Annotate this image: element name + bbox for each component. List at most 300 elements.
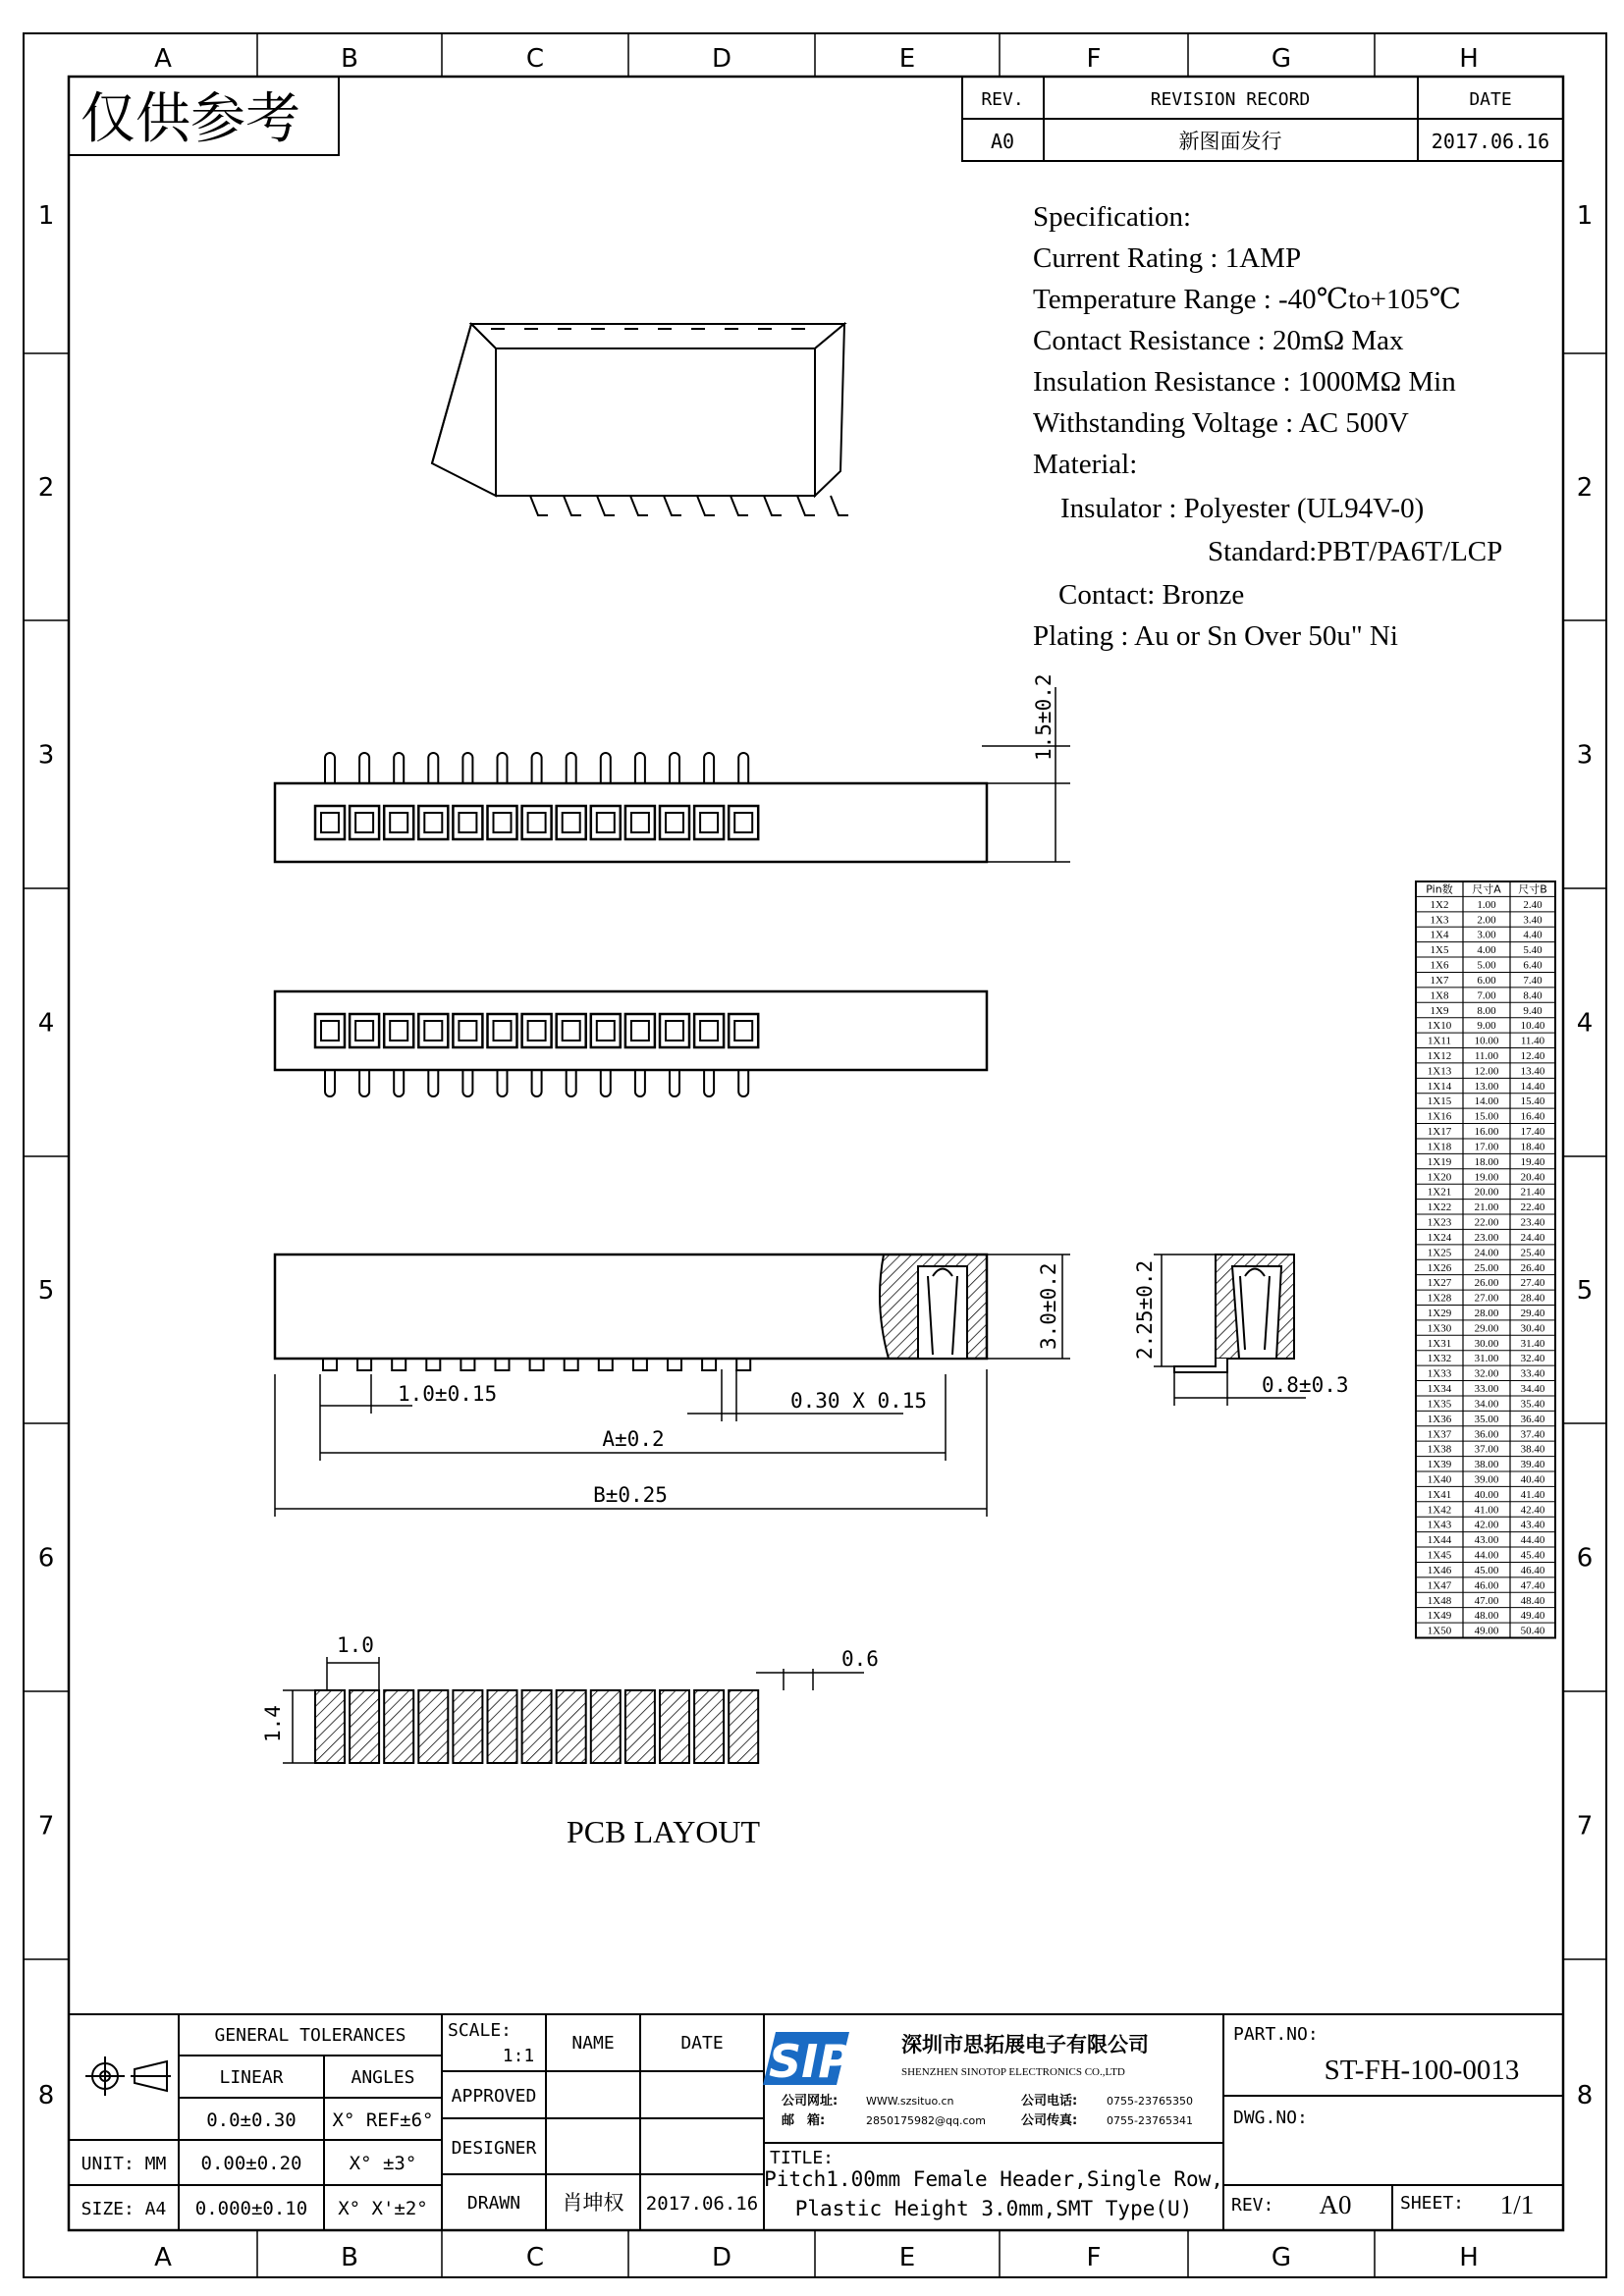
cell-inner (494, 1021, 512, 1041)
cell-outer (591, 806, 621, 839)
pin-table-cell: 14.00 (1474, 1095, 1499, 1108)
pin-table-cell: 7.40 (1523, 974, 1543, 987)
pin-table-cell: 40.00 (1474, 1488, 1499, 1501)
pin-table-cell: 1X48 (1427, 1594, 1452, 1607)
row-label-left: 3 (37, 740, 55, 771)
cell-inner (424, 1021, 442, 1041)
pin-table-cell: 1X23 (1427, 1216, 1452, 1229)
pin-table-cell: 20.00 (1474, 1186, 1499, 1199)
column-label-bottom: F (1086, 2243, 1102, 2272)
pin-table-cell: 1X11 (1427, 1035, 1452, 1047)
revision-record-value: 新图面发行 (1178, 130, 1282, 153)
pin-table-cell: 1X26 (1427, 1261, 1452, 1274)
cell-inner (666, 813, 683, 832)
title-label: TITLE: (770, 2148, 835, 2168)
pin-table-cell: 12.40 (1520, 1050, 1545, 1063)
pin-table-cell: 1X39 (1427, 1459, 1452, 1471)
side-pin (633, 1359, 647, 1370)
top-pin (738, 753, 748, 783)
side-view (275, 1255, 1070, 1517)
cell-inner (459, 1021, 476, 1041)
pin-table-cell: 34.00 (1474, 1398, 1499, 1411)
pin-table-cell: 9.40 (1523, 1004, 1543, 1017)
pin-table-cell: 9.00 (1477, 1020, 1496, 1033)
cell-outer (453, 1014, 482, 1047)
pin-table-cell: 1X27 (1427, 1277, 1452, 1290)
row-label-right: 4 (1576, 1008, 1594, 1039)
spec-insulation-resistance: Insulation Resistance : 1000MΩ Min (1033, 366, 1456, 398)
pin-table-cell: 1X46 (1427, 1564, 1452, 1576)
iso-leg (597, 496, 615, 515)
cell-outer (660, 1014, 689, 1047)
pin-table-cell: 33.00 (1474, 1383, 1499, 1396)
pin-table-cell: 10.00 (1474, 1035, 1499, 1047)
pin-table-cell: 20.40 (1520, 1171, 1545, 1184)
title-line-1: Pitch1.00mm Female Header,Single Row, (764, 2167, 1223, 2191)
cell-inner (666, 1021, 683, 1041)
dim-pin-size: 0.30 X 0.15 (790, 1389, 928, 1413)
pin-table-cell: 47.40 (1520, 1579, 1545, 1592)
dim-side-width: 0.8±0.3 (1262, 1373, 1349, 1397)
dim-pin-height: 1.5±0.2 (1032, 673, 1056, 761)
iso-leg (797, 496, 815, 515)
pin-table-cell: 25.00 (1474, 1261, 1499, 1274)
cell-inner (390, 1021, 407, 1041)
cell-inner (459, 813, 476, 832)
column-label-top: H (1459, 44, 1479, 74)
pin-table-cell: 32.40 (1520, 1353, 1545, 1365)
pin-table-cell: 4.00 (1477, 944, 1496, 957)
pin-table-cell: 17.00 (1474, 1141, 1499, 1153)
top-pin (601, 753, 611, 783)
pin-table-cell: 1X20 (1427, 1171, 1452, 1184)
pin-table-cell: 17.40 (1520, 1126, 1545, 1139)
column-label-top: E (898, 44, 916, 74)
cell-inner (390, 813, 407, 832)
pin-table-cell: 43.00 (1474, 1534, 1499, 1547)
scale-label: SCALE: (448, 2020, 513, 2041)
pin-table-cell: 38.00 (1474, 1459, 1499, 1471)
pin-table-cell: 1.00 (1477, 898, 1496, 911)
end-view (1133, 1255, 1349, 1406)
pin-table-cell: 41.40 (1520, 1488, 1545, 1501)
cell-inner (355, 1021, 373, 1041)
row-label-right: 6 (1576, 1543, 1594, 1574)
side-pin (599, 1359, 613, 1370)
row-label-left: 6 (37, 1543, 55, 1574)
column-label-top: A (154, 44, 172, 74)
isometric-view (432, 324, 848, 515)
bottom-pin (359, 1070, 369, 1096)
side-pin (426, 1359, 440, 1370)
pin-table-cell: 25.40 (1520, 1247, 1545, 1259)
tel-value: 0755-23765350 (1107, 2095, 1193, 2108)
pin-table-cell: 6.40 (1523, 959, 1543, 972)
pin-table-cell: 1X37 (1427, 1428, 1452, 1441)
cell-inner (563, 1021, 580, 1041)
pin-table-cell: 2.00 (1477, 914, 1496, 927)
pin-table-cell: 34.40 (1520, 1383, 1545, 1396)
cell-outer (315, 806, 345, 839)
pcb-width: 0.6 (841, 1647, 879, 1671)
cell-outer (729, 806, 758, 839)
fax-value: 0755-23765341 (1107, 2114, 1193, 2127)
pin-table-cell: 1X7 (1430, 974, 1449, 987)
pin-table-cell: 1X43 (1427, 1519, 1452, 1531)
pcb-pad (350, 1690, 379, 1763)
company-name-cn: 深圳市思拓展电子有限公司 (901, 2033, 1149, 2056)
pcb-pad (315, 1690, 345, 1763)
pin-table-cell: 13.40 (1520, 1065, 1545, 1078)
pcb-pads (315, 1690, 758, 1763)
pin-table-cell: 50.40 (1520, 1625, 1545, 1637)
spec-temperature: Temperature Range : -40℃to+105℃ (1033, 284, 1461, 315)
column-label-top: F (1086, 44, 1102, 74)
pin-table-cell: 1X4 (1430, 929, 1449, 941)
dwg-no-label: DWG.NO: (1233, 2108, 1308, 2128)
row-label-right: 1 (1576, 201, 1594, 231)
pin-table-cell: 48.00 (1474, 1610, 1499, 1623)
cell-inner (597, 813, 615, 832)
pin-table-cell: 47.00 (1474, 1594, 1499, 1607)
pin-table-cell: 40.40 (1520, 1473, 1545, 1486)
pin-table-cell: 16.00 (1474, 1126, 1499, 1139)
bottom-pin (704, 1070, 714, 1096)
name-header: NAME (571, 2033, 615, 2054)
column-label-bottom: E (898, 2243, 916, 2272)
pin-table-cell: 1X36 (1427, 1413, 1452, 1425)
specification-block (1033, 201, 1502, 652)
bottom-pin (670, 1070, 679, 1096)
date-header-tb: DATE (680, 2033, 724, 2054)
pin-table-cell: 21.00 (1474, 1201, 1499, 1214)
title-line-2: Plastic Height 3.0mm,SMT Type(U) (794, 2197, 1193, 2220)
pin-table-cell: 24.00 (1474, 1247, 1499, 1259)
dim-side-height: 2.25±0.2 (1133, 1259, 1157, 1360)
pin-table-cell: 29.40 (1520, 1307, 1545, 1319)
pin-table-cell: 1X2 (1430, 898, 1449, 911)
pin-table-cell: 23.00 (1474, 1231, 1499, 1244)
iso-leg (630, 496, 648, 515)
bottom-pin (601, 1070, 611, 1096)
row-label-left: 5 (37, 1276, 55, 1306)
pin-table-cell: 1X33 (1427, 1367, 1452, 1380)
column-label-bottom: D (711, 2243, 732, 2272)
pin-table-cell: 36.00 (1474, 1428, 1499, 1441)
pin-table-cell: 1X34 (1427, 1383, 1452, 1396)
projection-symbol-icon (85, 2056, 171, 2096)
pcb-pad (453, 1690, 482, 1763)
pin-table-cell: 41.00 (1474, 1504, 1499, 1517)
side-pin (460, 1359, 474, 1370)
cell-outer (453, 806, 482, 839)
pin-table-cell: 15.00 (1474, 1110, 1499, 1123)
pin-table-cell: 1X14 (1427, 1080, 1452, 1093)
pin-table-cell: 1X16 (1427, 1110, 1452, 1123)
bottom-pin (567, 1070, 576, 1096)
pcb-pitch: 1.0 (337, 1633, 374, 1657)
pin-table-cell: 23.40 (1520, 1216, 1545, 1229)
spec-contact-resistance: Contact Resistance : 20mΩ Max (1033, 325, 1404, 356)
pin-table-cell: 18.00 (1474, 1155, 1499, 1168)
part-no-value: ST-FH-100-0013 (1324, 2055, 1520, 2086)
row-label-left: 7 (37, 1811, 55, 1842)
side-pin (496, 1359, 510, 1370)
pin-table-cell: 29.00 (1474, 1322, 1499, 1335)
pin-table-cell: 1X18 (1427, 1141, 1452, 1153)
pin-table-cell: 19.00 (1474, 1171, 1499, 1184)
cell-outer (522, 1014, 552, 1047)
general-tolerances: GENERAL TOLERANCES (214, 2025, 406, 2046)
pin-table-cell: 1X41 (1427, 1488, 1452, 1501)
pin-table-cell: 12.00 (1474, 1065, 1499, 1078)
cell-outer (660, 806, 689, 839)
pin-table-cell: 1X21 (1427, 1186, 1452, 1199)
company-logo (763, 2032, 851, 2088)
date-header: DATE (1469, 89, 1512, 110)
column-label-bottom: C (525, 2243, 545, 2272)
pin-table-cell: 1X17 (1427, 1126, 1452, 1139)
bottom-view (275, 991, 987, 1096)
pcb-length: 1.4 (261, 1705, 285, 1742)
row-label-right: 3 (1576, 740, 1594, 771)
web-label: 公司网址: (782, 2094, 839, 2109)
pin-table-cell: 5.40 (1523, 944, 1543, 957)
row-label-left: 1 (37, 201, 55, 231)
pin-table-cell: 1X28 (1427, 1292, 1452, 1305)
pin-table-cell: 19.40 (1520, 1155, 1545, 1168)
cell-inner (494, 813, 512, 832)
row-label-right: 7 (1576, 1811, 1594, 1842)
side-pin (530, 1359, 544, 1370)
bottom-pin (532, 1070, 542, 1096)
pin-table-cell: 11.40 (1520, 1035, 1545, 1047)
pin-table-cell: 1X5 (1430, 944, 1449, 957)
pcb-pad (591, 1690, 621, 1763)
pin-table-header: 尺寸B (1518, 882, 1547, 896)
pin-table-cell: 1X12 (1427, 1050, 1452, 1063)
bottom-pin (325, 1070, 335, 1096)
linear-tol-2: 0.00±0.20 (200, 2153, 302, 2174)
row-label-left: 2 (37, 473, 55, 503)
iso-leg (697, 496, 715, 515)
top-view-cells (315, 806, 758, 839)
pin-table-cell: 8.00 (1477, 1004, 1496, 1017)
pcb-pad (660, 1690, 689, 1763)
pin-table-cell: 44.00 (1474, 1549, 1499, 1562)
linear-tol-3: 0.000±0.10 (194, 2198, 308, 2219)
part-no-label: PART.NO: (1233, 2024, 1319, 2045)
angle-tol-2: X° ±3° (349, 2153, 417, 2174)
cell-outer (729, 1014, 758, 1047)
linear-label: LINEAR (219, 2067, 284, 2088)
cell-inner (734, 1021, 752, 1041)
pin-table-cell: 1X30 (1427, 1322, 1452, 1335)
column-label-top: D (711, 44, 732, 74)
cell-inner (631, 813, 649, 832)
bottom-pin (428, 1070, 438, 1096)
pin-table-cell: 24.40 (1520, 1231, 1545, 1244)
cell-inner (597, 1021, 615, 1041)
logo-text: SIP (769, 2035, 851, 2088)
linear-tol-1: 0.0±0.30 (206, 2109, 297, 2131)
iso-leg (831, 496, 848, 515)
bottom-view-pins (325, 1070, 748, 1096)
pin-table-cell: 1X32 (1427, 1353, 1452, 1365)
cell-inner (563, 813, 580, 832)
spec-title: Specification: (1033, 201, 1192, 233)
pcb-pad (418, 1690, 448, 1763)
pin-table-cell: 1X9 (1430, 1004, 1449, 1017)
pin-table-cell: 45.40 (1520, 1549, 1545, 1562)
pin-table-cell: 15.40 (1520, 1095, 1545, 1108)
top-pin (670, 753, 679, 783)
pin-table-cell: 39.00 (1474, 1473, 1499, 1486)
cell-outer (557, 806, 586, 839)
pin-table-cell: 48.40 (1520, 1594, 1545, 1607)
pcb-pad (384, 1690, 413, 1763)
cell-outer (488, 1014, 517, 1047)
pin-table-cell: 26.00 (1474, 1277, 1499, 1290)
pin-table-header: Pin数 (1426, 882, 1453, 896)
cell-inner (700, 1021, 718, 1041)
pin-table-cell: 5.00 (1477, 959, 1496, 972)
pin-table-cell: 1X25 (1427, 1247, 1452, 1259)
rev-label-tb: REV: (1231, 2195, 1274, 2216)
pin-table-cell: 4.40 (1523, 929, 1543, 941)
pin-table-cell: 1X35 (1427, 1398, 1452, 1411)
cell-inner (734, 813, 752, 832)
top-pin (428, 753, 438, 783)
pin-table-cell: 1X8 (1430, 989, 1449, 1002)
tel-label: 公司电话: (1021, 2094, 1078, 2109)
pin-table-cell: 33.40 (1520, 1367, 1545, 1380)
spec-material: Material: (1033, 449, 1138, 480)
revision-date-value: 2017.06.16 (1431, 130, 1550, 153)
pin-table-cell: 11.00 (1474, 1050, 1499, 1063)
side-pin (668, 1359, 681, 1370)
top-view-pins (325, 753, 748, 783)
front-view-top (275, 673, 1070, 862)
rev-header: REV. (981, 89, 1024, 110)
cell-inner (355, 813, 373, 832)
pin-table-cell: 49.00 (1474, 1625, 1499, 1637)
spec-current: Current Rating : 1AMP (1033, 242, 1302, 274)
pin-table-cell: 28.00 (1474, 1307, 1499, 1319)
side-pin (392, 1359, 406, 1370)
drawn-name: 肖坤权 (562, 2191, 624, 2215)
pin-table-cell: 27.00 (1474, 1292, 1499, 1305)
column-label-bottom: A (154, 2243, 172, 2272)
revision-record-header: REVISION RECORD (1150, 89, 1311, 110)
pcb-pad (488, 1690, 517, 1763)
pin-table-cell: 21.40 (1520, 1186, 1545, 1199)
bottom-pin (738, 1070, 748, 1096)
cell-outer (488, 806, 517, 839)
pin-table-cell: 2.40 (1523, 898, 1543, 911)
pin-table-cell: 13.00 (1474, 1080, 1499, 1093)
pin-table-cell: 35.00 (1474, 1413, 1499, 1425)
pin-table-cell: 45.00 (1474, 1564, 1499, 1576)
top-pin (359, 753, 369, 783)
pcb-pad (625, 1690, 655, 1763)
pin-table-header: 尺寸A (1472, 882, 1501, 896)
pin-table-cell: 1X3 (1430, 914, 1449, 927)
pin-table-cell: 1X38 (1427, 1443, 1452, 1456)
pin-table-cell: 35.40 (1520, 1398, 1545, 1411)
spec-contact: Contact: Bronze (1058, 579, 1245, 611)
top-pin (325, 753, 335, 783)
pin-table-cell: 1X49 (1427, 1610, 1452, 1623)
row-label-right: 2 (1576, 473, 1594, 503)
web-value: WWW.szsituo.cn (866, 2095, 954, 2108)
pin-table (1416, 881, 1555, 1638)
spec-insulator: Insulator : Polyester (UL94V-0) (1060, 493, 1425, 524)
dim-b: B±0.25 (593, 1483, 668, 1507)
pin-table-cell: 46.40 (1520, 1564, 1545, 1576)
pcb-layout (261, 1633, 879, 1849)
top-pin (498, 753, 508, 783)
bottom-pin (635, 1070, 645, 1096)
pin-table-cell: 43.40 (1520, 1519, 1545, 1531)
pin-table-cell: 44.40 (1520, 1534, 1545, 1547)
top-pin (567, 753, 576, 783)
pin-table-cell: 1X31 (1427, 1337, 1452, 1350)
iso-leg (564, 496, 581, 515)
side-pin (736, 1359, 750, 1370)
iso-leg (664, 496, 681, 515)
column-label-bottom: H (1459, 2243, 1479, 2272)
size-label: SIZE: A4 (81, 2199, 167, 2219)
pin-table-cell: 7.00 (1477, 989, 1496, 1002)
iso-leg (731, 496, 748, 515)
column-label-top: G (1271, 44, 1292, 74)
pin-table-cell: 49.40 (1520, 1610, 1545, 1623)
scale-value: 1:1 (502, 2046, 535, 2066)
bottom-pin (462, 1070, 472, 1096)
cell-inner (631, 1021, 649, 1041)
pin-table-cell: 3.00 (1477, 929, 1496, 941)
dim-body-height: 3.0±0.2 (1037, 1262, 1060, 1350)
cell-inner (528, 813, 546, 832)
pin-table-cell: 1X22 (1427, 1201, 1452, 1214)
pin-table-cell: 1X47 (1427, 1579, 1452, 1592)
dim-pitch: 1.0±0.15 (398, 1382, 498, 1406)
pin-table-cell: 31.00 (1474, 1353, 1499, 1365)
cell-inner (424, 813, 442, 832)
pin-table-cell: 6.00 (1477, 974, 1496, 987)
pin-table-cell: 31.40 (1520, 1337, 1545, 1350)
pin-table-cell: 1X44 (1427, 1534, 1452, 1547)
spec-withstanding-voltage: Withstanding Voltage : AC 500V (1033, 407, 1409, 439)
unit-label: UNIT: MM (81, 2154, 167, 2174)
cell-outer (384, 806, 413, 839)
angles-label: ANGLES (351, 2067, 415, 2088)
pin-table-cell: 1X40 (1427, 1473, 1452, 1486)
designer-label: DESIGNER (451, 2138, 537, 2159)
cell-outer (591, 1014, 621, 1047)
top-pin (532, 753, 542, 783)
approved-label: APPROVED (451, 2086, 537, 2107)
top-pin (635, 753, 645, 783)
pin-table-cell: 30.40 (1520, 1322, 1545, 1335)
column-label-bottom: G (1271, 2243, 1292, 2272)
pin-table-cell: 39.40 (1520, 1459, 1545, 1471)
pin-table-cell: 36.40 (1520, 1413, 1545, 1425)
pin-table-cell: 1X6 (1430, 959, 1449, 972)
drawn-label: DRAWN (466, 2193, 521, 2214)
cell-outer (350, 806, 379, 839)
